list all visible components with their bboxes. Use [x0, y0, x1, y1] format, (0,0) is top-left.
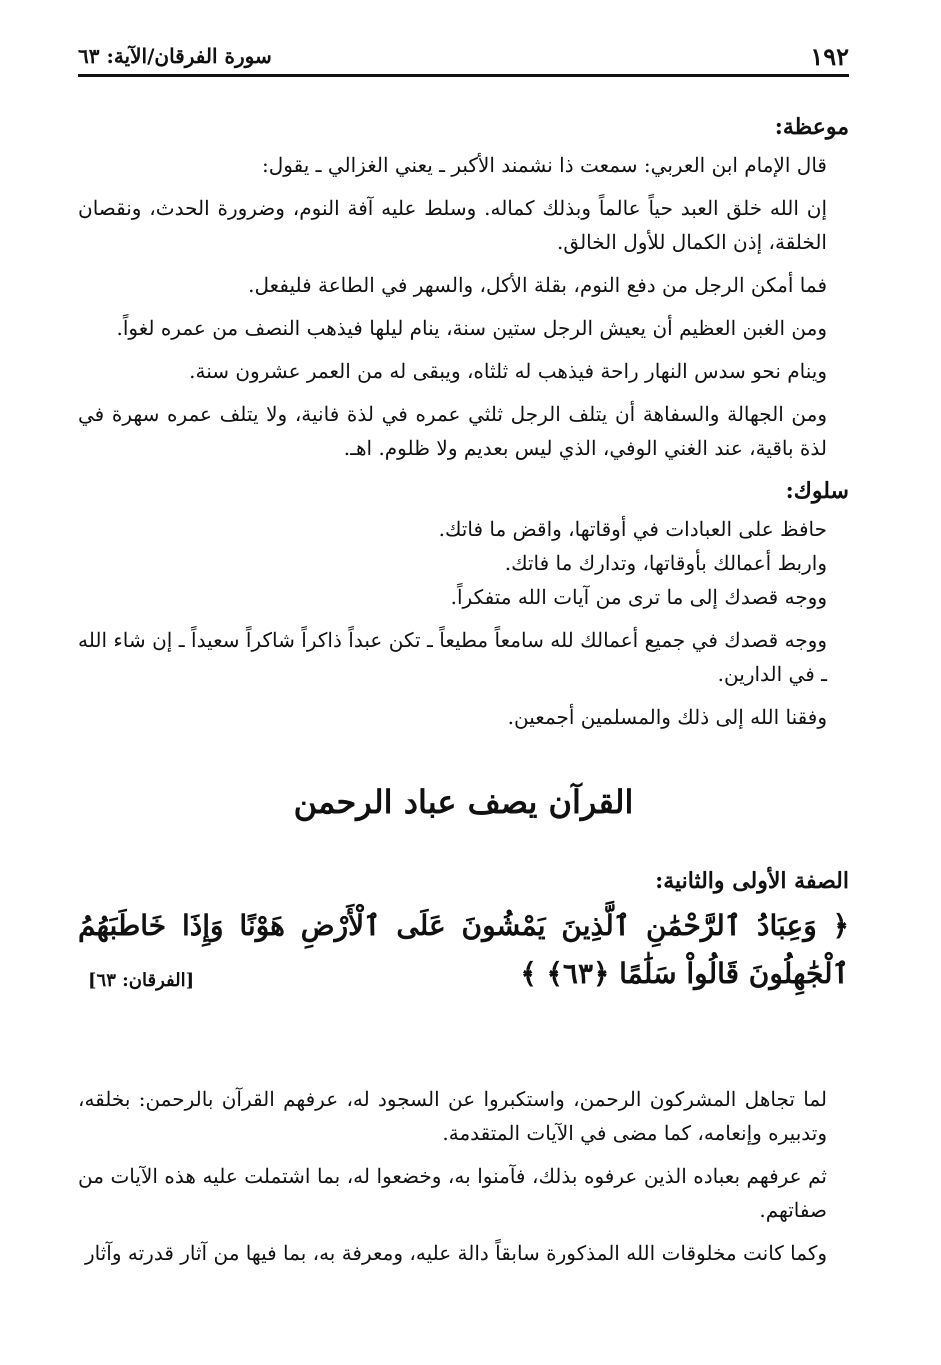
suluk-paragraph: وفقنا الله إلى ذلك والمسلمين أجمعين.: [507, 705, 827, 729]
mawizah-paragraph: إن الله خلق العبد حياً عالماً وبذلك كماله. وسلط عليه آفة النوم، وضرورة الحدث، ونقصان الخلقة، إذن الكمال للأول الخالق.: [78, 196, 827, 254]
mawizah-section: [78, 110, 849, 465]
mawizah-paragraph: ومن الجهالة والسفاهة أن يتلف الرجل ثلثي عمره في لذة فانية، ولا يتلف عمره سهرة في لذة باقية، عند الغني الوفي، الذي ليس بعديم ولا ظلوم. اهـ.: [78, 402, 827, 460]
verse-reference-row: [78, 970, 849, 1028]
running-title: سورة الفرقان/الآية: ٦٣: [78, 44, 272, 68]
suluk-section: [78, 474, 849, 734]
suluk-line: حافظ على العبادات في أوقاتها، واقض ما فاتك.: [438, 517, 827, 541]
mawizah-heading: موعظة:: [774, 114, 849, 140]
suluk-heading: سلوك:: [785, 478, 849, 504]
mawizah-paragraph: وينام نحو سدس النهار راحة فيذهب له ثلثاه، ويبقى له من العمر عشرون سنة.: [189, 359, 827, 383]
chapter-paragraph: وكما كانت مخلوقات الله المذكورة سابقاً دالة عليه، ومعرفة به، بما فيها من آثار قدرته وآثار: [84, 1241, 827, 1265]
page-content: [78, 110, 849, 1279]
suluk-line: ووجه قصدك إلى ما ترى من آيات الله متفكراً.: [450, 585, 827, 609]
page-number: ١٩٢: [810, 42, 849, 71]
mawizah-paragraph: ومن الغبن العظيم أن يعيش الرجل ستين سنة، ينام ليلها فيذهب النصف من عمره لغواً.: [116, 316, 827, 340]
mawizah-paragraph: قال الإمام ابن العربي: سمعت ذا نشمند الأكبر ـ يعني الغزالي ـ يقول:: [262, 153, 827, 177]
page-header: [78, 40, 849, 77]
verse-reference: [الفرقان: ٦٣]: [88, 970, 195, 991]
chapter-title: القرآن يصف عباد الرحمن: [293, 783, 634, 821]
spacer: [78, 1028, 849, 1082]
chapter-section: [78, 864, 849, 1270]
chapter-paragraph: ثم عرفهم بعباده الذين عرفوه بذلك، فآمنوا به، وخضعوا له، بما اشتملت عليه هذه الآيات من صفاتهم.: [78, 1164, 827, 1222]
suluk-line: واربط أعمالك بأوقاتها، وتدارك ما فاتك.: [504, 551, 827, 575]
quran-verse: ﴿ وَعِبَادُ ٱلرَّحْمَٰنِ ٱلَّذِينَ يَمْشُونَ عَلَى ٱلْأَرْضِ هَوْنًا وَإِذَا خَاطَبَهُمُ ٱلْجَٰهِلُونَ قَالُواْ سَلَٰمًا ﴿٦٣﴾ ﴾: [78, 909, 849, 990]
suluk-paragraph: ووجه قصدك في جميع أعمالك لله سامعاً مطيعاً ـ تكن عبداً ذاكراً شاكراً سعيداً ـ إن شاء الله ـ في الدارين.: [78, 628, 827, 686]
chapter-paragraph: لما تجاهل المشركون الرحمن، واستكبروا عن السجود له، عرفهم القرآن بالرحمن: بخلقه، وتدبيره وإنعامه، كما مضى في الآيات المتقدمة.: [78, 1087, 827, 1145]
mawizah-paragraph: فما أمكن الرجل من دفع النوم، بقلة الأكل، والسهر في الطاعة فليفعل.: [248, 273, 827, 297]
chapter-subheading: الصفة الأولى والثانية:: [655, 868, 849, 894]
